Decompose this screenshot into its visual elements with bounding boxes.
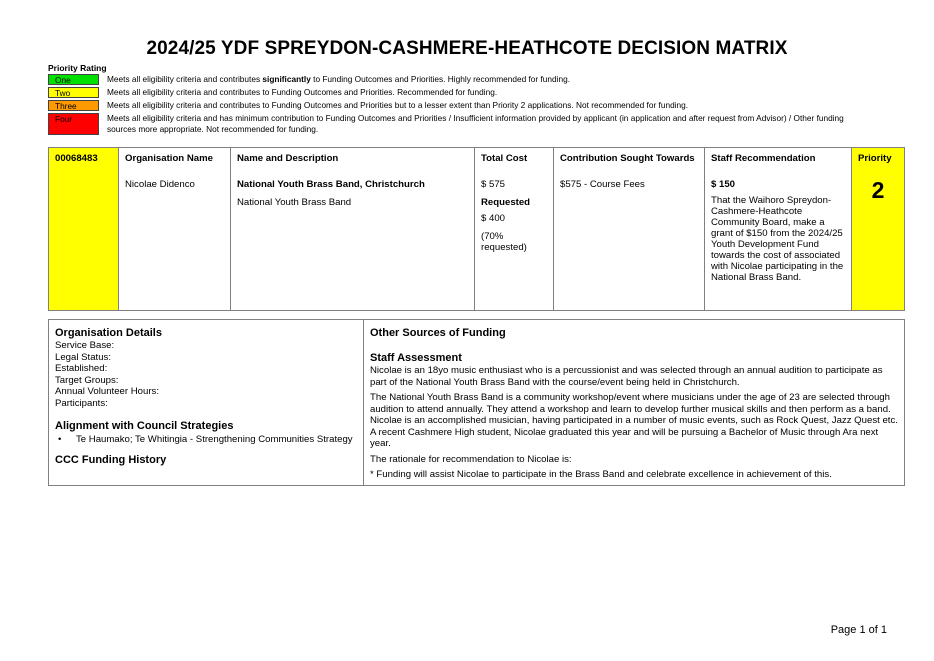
priority-rating-heading: Priority Rating [48, 63, 107, 73]
name-desc-header: Name and Description [237, 153, 339, 164]
page-number: Page 1 of 1 [830, 624, 887, 636]
requested-amount: $ 400 [481, 213, 506, 224]
total-cost-header: Total Cost [481, 153, 528, 164]
other-sources-heading: Other Sources of Funding [370, 327, 506, 339]
priority-chip-three: Three [48, 100, 99, 111]
requested-percent: (70% requested) [481, 231, 527, 253]
priority-value: 2 [871, 177, 885, 203]
org-name-cell [119, 148, 231, 311]
contribution-cell [554, 148, 705, 311]
priority-chip-four: Four [48, 113, 99, 135]
assessment-paragraph: * Funding will assist Nicolae to participate in the Brass Band and celebrate excellence in achievement of this. [370, 469, 832, 480]
priority-cell [852, 148, 905, 311]
priority-desc-three: Meets all eligibility criteria and contributes to Funding Outcomes and Priorities but to a lesser extent than Priority 2 applications. Not recommended for funding. [107, 100, 689, 110]
details-panel [48, 319, 905, 486]
requested-label: Requested [481, 197, 531, 208]
total-cost: $ 575 [481, 179, 506, 190]
priority-chip-two: Two [48, 87, 99, 98]
org-field: Service Base: [55, 340, 115, 351]
org-field: Participants: [55, 397, 108, 409]
project-desc: National Youth Brass Band [237, 197, 352, 208]
org-name-header: Organisation Name [125, 153, 213, 164]
org-field: Target Groups: [55, 374, 119, 386]
project-name: National Youth Brass Band, Christchurch [237, 179, 425, 190]
priority-chip-one: One [48, 74, 99, 85]
priority-rating-row-four [48, 113, 867, 135]
alignment-list-item [55, 434, 357, 446]
organisation-details-heading: Organisation Details [55, 327, 162, 339]
staff-recommendation-cell [705, 148, 852, 311]
alignment-heading: Alignment with Council Strategies [55, 420, 234, 432]
staff-recommendation-text: That the Waihoro Spreydon-Cashmere-Heathcote Community Board, make a grant of $150 from the 2024/25 Youth Development Fund towards the cost of associated with Nicolae participating in the National Brass Band. [711, 195, 844, 283]
priority-rating-row-one [48, 74, 867, 85]
staff-recommended-amount: $ 150 [711, 179, 736, 190]
bullet-icon: • [58, 434, 62, 445]
total-cost-cell [475, 148, 554, 311]
assessment-paragraph: The National Youth Brass Band is a community workshop/event where musicians under the age of 23 are selected through audition to attend annually. They attend a workshop and learn to develop further musical skills and then perform as a band. Nicolae is an accomplished musician, having participated in a number of music events, such as Rock Quest, Jazz Quest etc. A recent Cashmere High student, Nicolae graduated this year and will be pursuing a Bachelor of Music through Ara next year. [370, 392, 898, 449]
page-title: 2024/25 YDF SPREYDON-CASHMERE-HEATHCOTE DECISION MATRIX [146, 38, 788, 59]
priority-rating-row-three [48, 100, 867, 111]
funding-history-heading: CCC Funding History [55, 453, 167, 466]
funding-assessment-section [364, 320, 904, 485]
application-table [48, 147, 905, 311]
application-id-cell [49, 148, 119, 311]
org-field: Annual Volunteer Hours: [55, 386, 159, 397]
organisation-details-section [49, 320, 364, 485]
staff-recommendation-header: Staff Recommendation [711, 153, 816, 164]
priority-desc-four: Meets all eligibility criteria and has minimum contribution to Funding Outcomes and Priorities / Insufficient information provided by applicant (in application and after request from Advisor) / Other funding sources more appropriate. Not recommended for funding. [107, 113, 844, 134]
org-field: Established: [55, 363, 108, 374]
contribution-header: Contribution Sought Towards [560, 153, 695, 164]
assessment-paragraph: Nicolae is an 18yo music enthusiast who is a percussionist and was selected through an annual audition to participate as part of the National Youth Brass Band with the course/event being held in Christchurch. [370, 365, 883, 388]
staff-assessment-heading: Staff Assessment [370, 352, 462, 364]
alignment-item-text: Te Haumako; Te Whitingia - Strengthening Communities Strategy [76, 434, 353, 445]
application-id: 00068483 [55, 153, 98, 164]
priority-desc-one: Meets all eligibility criteria and contributes significantly to Funding Outcomes and Priorities. Highly recommended for funding. [107, 74, 571, 84]
name-desc-cell [231, 148, 475, 311]
priority-rating-row-two [48, 87, 867, 98]
priority-header: Priority [858, 153, 892, 164]
assessment-paragraph: The rationale for recommendation to Nicolae is: [370, 453, 572, 465]
priority-desc-two: Meets all eligibility criteria and contributes to Funding Outcomes and Priorities. Recommended for funding. [107, 87, 498, 97]
org-field: Legal Status: [55, 351, 112, 363]
contribution: $575 - Course Fees [560, 179, 645, 190]
org-name: Nicolae Didenco [125, 179, 195, 190]
